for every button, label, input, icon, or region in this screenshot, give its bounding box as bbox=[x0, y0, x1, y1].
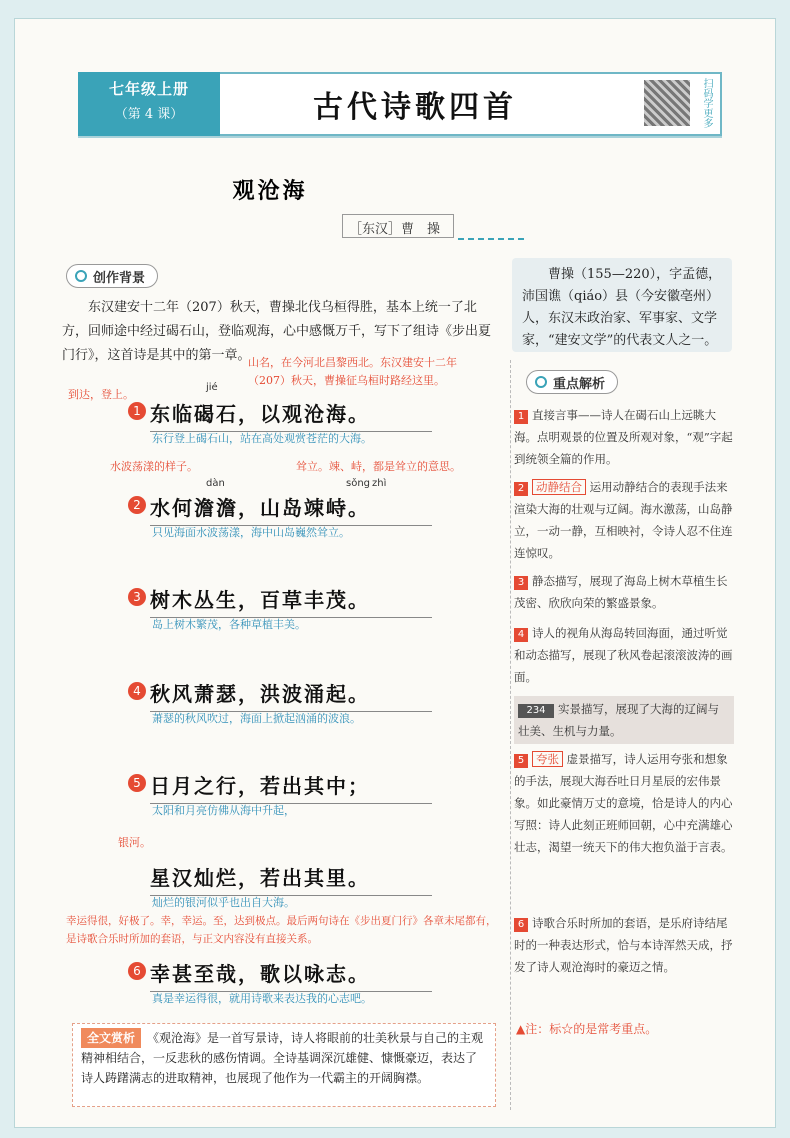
analysis-5 bbox=[514, 748, 734, 858]
analysis-label: 重点解析 bbox=[553, 377, 606, 392]
note-e: 银河。 bbox=[118, 836, 151, 849]
line-translation: 萧瑟的秋风吹过，海面上掀起汹涌的波浪。 bbox=[152, 712, 361, 725]
line-number: 2 bbox=[128, 496, 146, 514]
line-number: 6 bbox=[128, 962, 146, 980]
note-f: 幸运得很，好极了。幸，幸运。至，达到极点。最后两句诗在《步出夏门行》各章末尾都有，是诗歌合乐时所加的套语，与正文内容没有直接关系。 bbox=[66, 915, 497, 945]
background-text: 东汉建安十二年（207）秋天，曹操北伐乌桓得胜，基本上统一了北方，回师途中经过碣石山，登临观海，心中感慨万千，写下了组诗《步出夏门行》，这首诗是其中的第一章。 bbox=[62, 300, 492, 363]
marker-234: 234 bbox=[518, 704, 554, 718]
pinyin-zhi: zhì bbox=[372, 478, 387, 489]
analysis-4-text: 诗人的视角从海岛转回海面，通过听觉和动态描写，展现了秋风卷起滚滚波涛的画面。 bbox=[514, 626, 733, 684]
line-translation: 岛上树木繁茂，各种草植丰美。 bbox=[152, 618, 306, 631]
marker-3: 3 bbox=[514, 576, 528, 590]
grade-label: 七年级上册 bbox=[108, 80, 189, 98]
poem-line: 秋风萧瑟，洪波涌起。 bbox=[150, 678, 432, 712]
analysis-1 bbox=[514, 404, 734, 470]
analysis-234-text: 实景描写，展现了大海的辽阔与壮美、生机与力量。 bbox=[518, 702, 719, 738]
background-tag bbox=[66, 264, 158, 288]
analysis-2 bbox=[514, 476, 734, 564]
line-number: 1 bbox=[128, 402, 146, 420]
circle-icon bbox=[75, 270, 87, 282]
analysis-3-text: 静态描写，展现了海岛上树木草植生长茂密、欣欣向荣的繁盛景象。 bbox=[514, 574, 728, 610]
poem-title: 观沧海 bbox=[232, 178, 308, 204]
lesson-label: （第 4 课） bbox=[114, 107, 184, 122]
analysis-6 bbox=[514, 912, 734, 978]
lesson-banner bbox=[78, 72, 722, 136]
summary-label: 全文赏析 bbox=[81, 1028, 141, 1048]
footnote: ▲注：标☆的是常考重点。 bbox=[516, 1022, 658, 1036]
dashed-arrow bbox=[458, 226, 524, 240]
grade-tag bbox=[78, 72, 220, 136]
analysis-2-tag: 动静结合 bbox=[532, 479, 586, 495]
summary-box bbox=[72, 1023, 496, 1107]
line-translation: 灿烂的银河似乎也出自大海。 bbox=[152, 896, 295, 909]
analysis-234 bbox=[514, 696, 734, 744]
pinyin-jie: jié bbox=[206, 382, 218, 393]
page-title: 古代诗歌四首 bbox=[313, 90, 517, 125]
analysis-1-text: 直接言事——诗人在碣石山上远眺大海。点明观景的位置及所观对象，“观”字起到统领全篇的作用。 bbox=[514, 408, 733, 466]
analysis-6-text: 诗歌合乐时所加的套语，是乐府诗结尾时的一种表达形式，恰与本诗浑然天成，抒发了诗人观沧海时的豪迈之情。 bbox=[514, 916, 733, 974]
marker-4: 4 bbox=[514, 628, 528, 642]
poem-line: 树木丛生，百草丰茂。 bbox=[150, 584, 432, 618]
line-number: 5 bbox=[128, 774, 146, 792]
note-d: 耸立。竦、峙，都是耸立的意思。 bbox=[296, 460, 461, 473]
summary-text: 《观沧海》是一首写景诗，诗人将眼前的壮美秋景与自己的主观精神相结合，一反悲秋的感伤情调。全诗基调深沉雄健、慷慨豪迈，表达了诗人踌躇满志的进取精神，也展现了他作为一代霸主的开阔胸襟。 bbox=[81, 1031, 484, 1085]
marker-6: 6 bbox=[514, 918, 528, 932]
analysis-3 bbox=[514, 570, 734, 614]
note-c: 水波荡漾的样子。 bbox=[110, 460, 198, 473]
pinyin-dan: dàn bbox=[206, 478, 225, 489]
marker-5: 5 bbox=[514, 754, 528, 768]
poem-line: 日月之行，若出其中； bbox=[150, 770, 432, 804]
column-divider bbox=[510, 360, 511, 1110]
poem-author: ［东汉］曹 操 bbox=[342, 214, 454, 238]
note-b: 山名，在今河北昌黎西北。东汉建安十二年（207）秋天，曹操征乌桓时路经这里。 bbox=[248, 356, 457, 387]
analysis-2-text: 运用动静结合的表现手法来渲染大海的壮观与辽阔。海水激荡，山岛静立，一动一静，互相映衬，令诗人忍不住连连惊叹。 bbox=[514, 480, 733, 560]
marker-2: 2 bbox=[514, 482, 528, 496]
analysis-tag bbox=[526, 370, 618, 394]
qr-code[interactable] bbox=[644, 80, 690, 126]
analysis-5-text: 虚景描写，诗人运用夸张和想象的手法，展现大海吞吐日月星辰的宏伟景象。如此豪情万丈的意境，恰是诗人的内心写照：诗人此刻正班师回朝，心中充满雄心壮志，渴望一统天下的伟大抱负溢于言表。 bbox=[514, 752, 733, 854]
line-translation: 真是幸运得很，就用诗歌来表达我的心志吧。 bbox=[152, 992, 372, 1005]
background-label: 创作背景 bbox=[93, 271, 146, 286]
circle-icon bbox=[535, 376, 547, 388]
note-a: 到达，登上。 bbox=[68, 388, 134, 401]
line-translation: 东行登上碣石山，站在高处观赏苍茫的大海。 bbox=[152, 432, 372, 445]
poem-line: 东临碣石，以观沧海。 bbox=[150, 398, 432, 432]
poem-line: 幸甚至哉，歌以咏志。 bbox=[150, 958, 432, 992]
poem-line: 星汉灿烂，若出其里。 bbox=[150, 862, 432, 896]
line-translation: 只见海面水波荡漾，海中山岛巍然耸立。 bbox=[152, 526, 350, 539]
line-number: 3 bbox=[128, 588, 146, 606]
line-number: 4 bbox=[128, 682, 146, 700]
scan-label: 扫码学更多 bbox=[701, 78, 712, 128]
poem-line: 水何澹澹，山岛竦峙。 bbox=[150, 492, 432, 526]
marker-1: 1 bbox=[514, 410, 528, 424]
line-translation: 太阳和月亮仿佛从海中升起， bbox=[152, 804, 295, 817]
author-bio: 曹操（155—220），字孟德，沛国谯（qiáo）县（今安徽亳州）人，东汉末政治家、军事家、文学家，“建安文学”的代表文人之一。 bbox=[512, 258, 732, 352]
analysis-5-tag: 夸张 bbox=[532, 751, 563, 767]
pinyin-song: sǒng bbox=[346, 478, 371, 489]
analysis-4 bbox=[514, 622, 734, 688]
